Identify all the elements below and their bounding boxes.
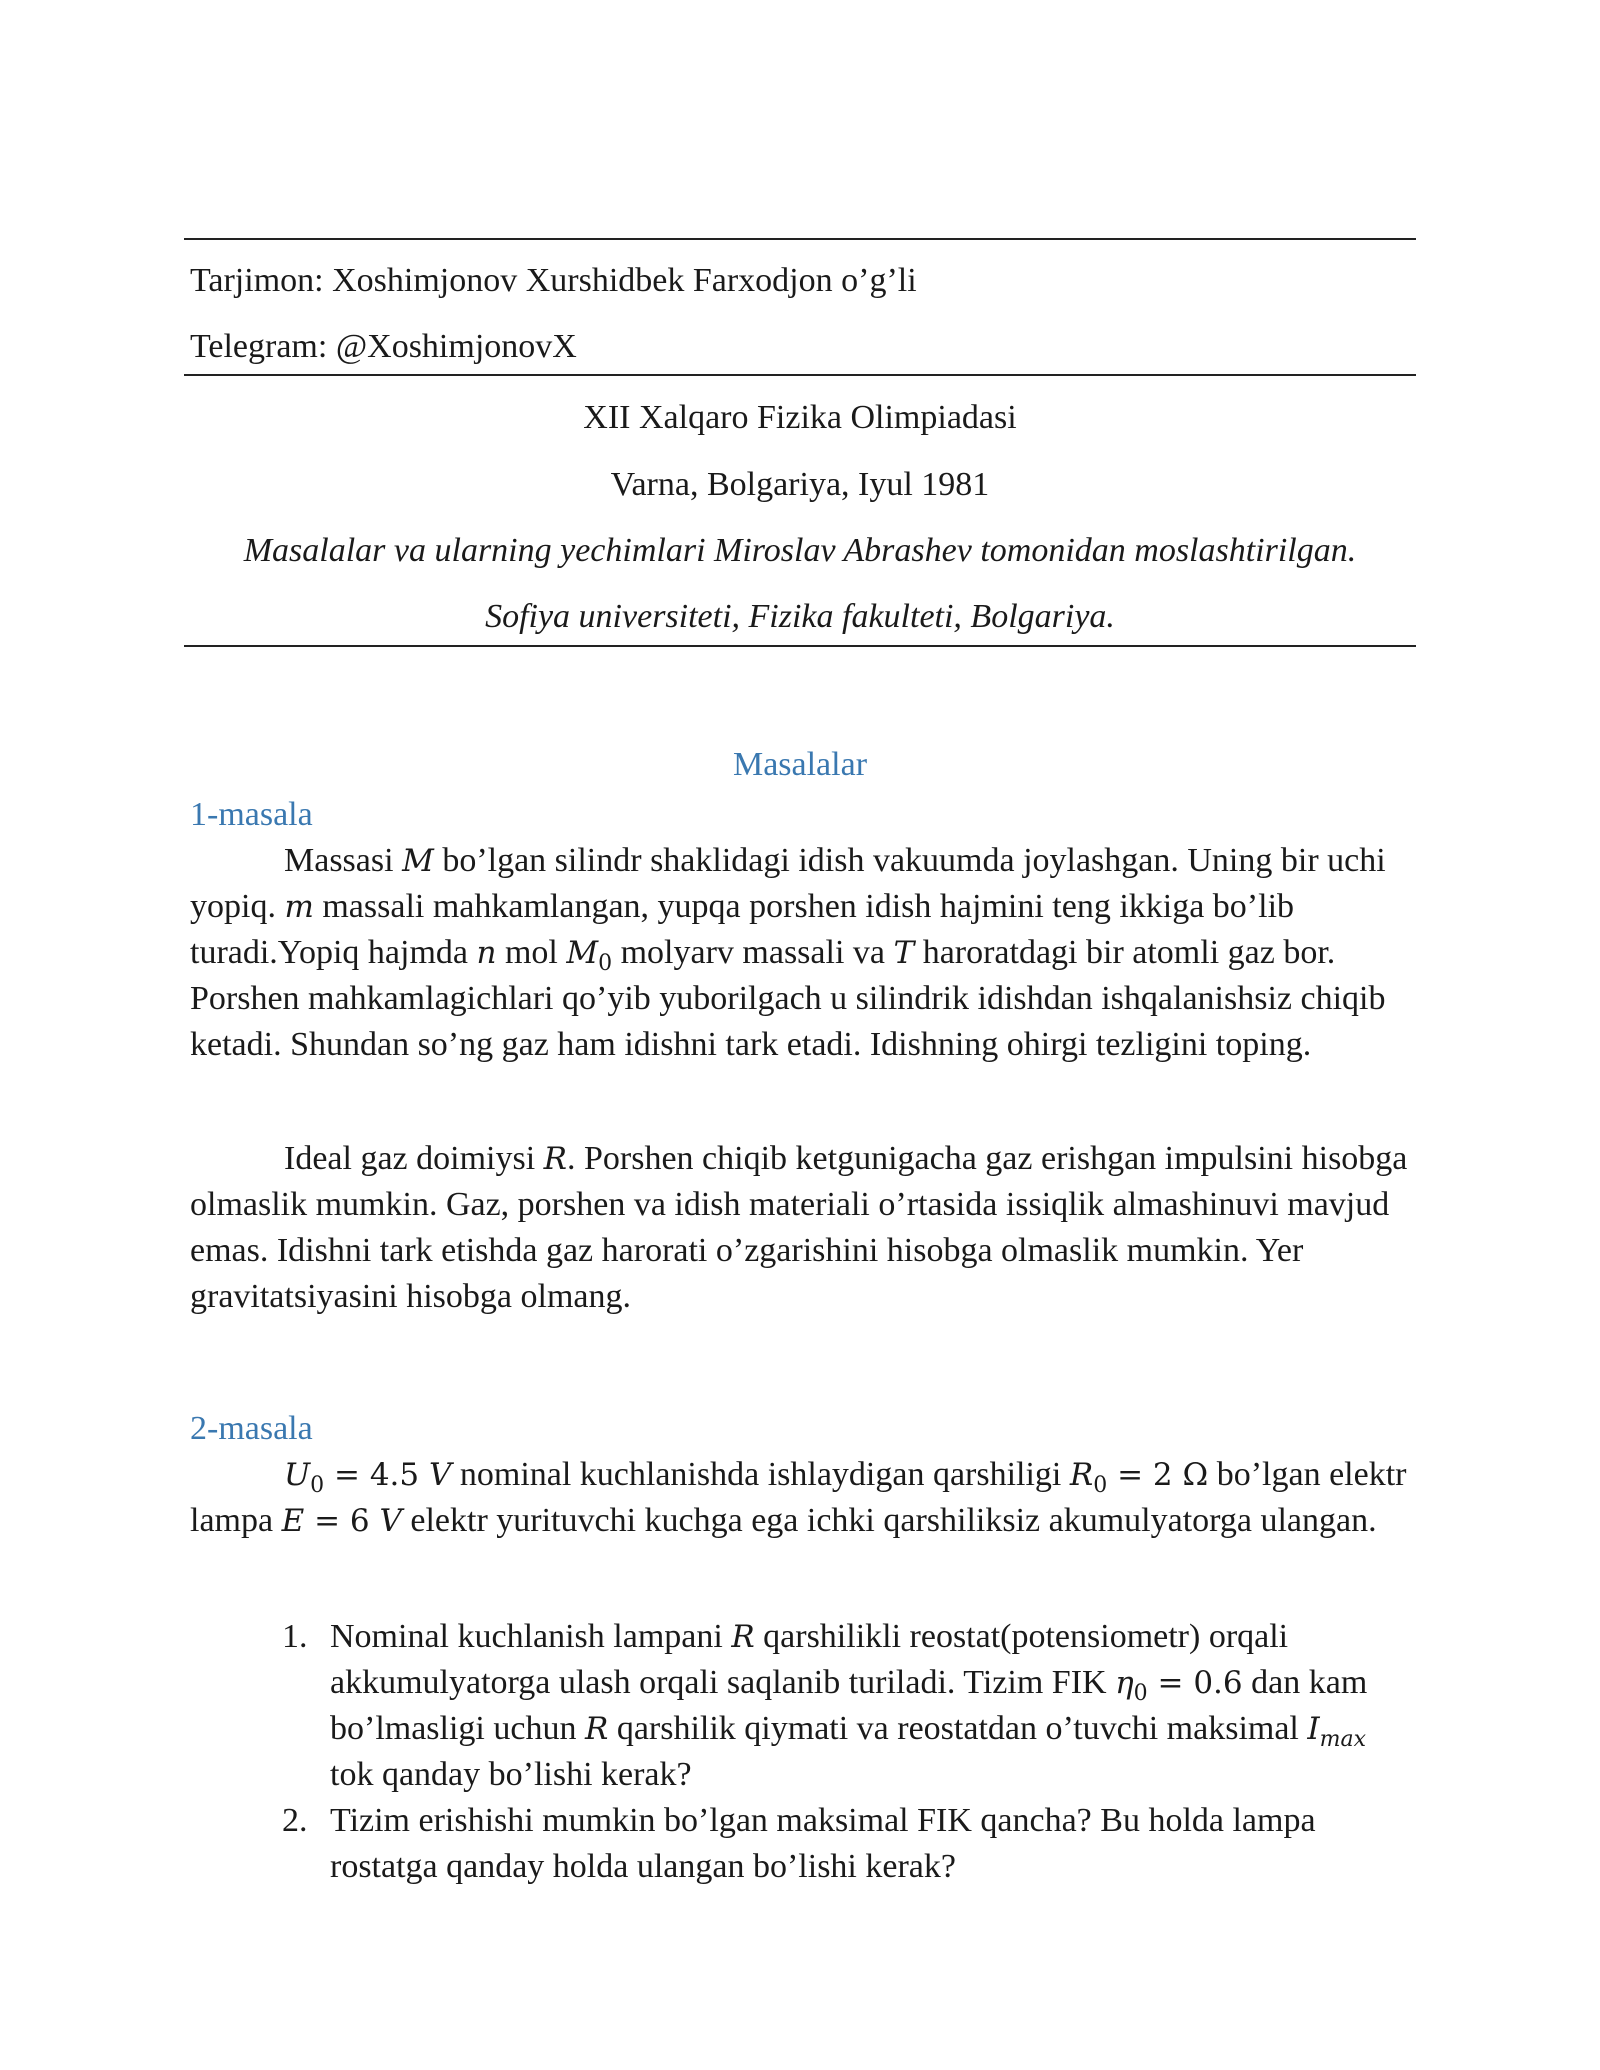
problem1-paragraph1: Massasi M bo’lgan silindr shaklidagi idish vakuumda joylashgan. Uning bir uchi yopiq. m massali mahkamlangan, yupqa porshen idish hajmini teng ikkiga bo’lib turadi.Yopiq hajmda n mol $M_0$ molyarv massali va T haroratdagi bir atomli gaz bor. Porshen mahkamlagichlari qo’yib yuborilgach u silindrik idishdan ishqalanishsiz chiqib ketadi. Shundan so’ng gaz ham idishni tark etadi. Idishning ohirgi tezligini toping. bbox=[190, 842, 1386, 1063]
var-Imax: $I_{max}$ bbox=[1307, 1711, 1367, 1752]
problem1-heading: 1-masala bbox=[190, 796, 313, 833]
var-E: E bbox=[281, 1503, 305, 1539]
affiliation-line: Sofiya universiteti, Fizika fakulteti, Bolgariya. bbox=[485, 598, 1115, 635]
title-rule bbox=[184, 645, 1416, 647]
place-date: Varna, Bolgariya, Iyul 1981 bbox=[610, 466, 990, 503]
problem1-paragraph2: Ideal gaz doimiysi R. Porshen chiqib ketgunigacha gaz erishgan impulsini hisobga olmaslik mumkin. Gaz, porshen va idish materiali o’rtasida issiqlik almashinuvi mavjud emas. Idishni tark etishda gaz harorati o’zgarishini hisobga olmaslik mumkin. Yer gravitatsiyasini hisobga olmang. bbox=[190, 1140, 1408, 1315]
var-T: T bbox=[893, 935, 915, 971]
adapted-by-line: Masalalar va ularning yechimlari Miroslav Abrashev tomonidan moslashtirilgan. bbox=[243, 532, 1357, 569]
section-title: Masalalar bbox=[732, 746, 868, 783]
var-M0: $M_0$ bbox=[566, 935, 613, 976]
var-eta0: $\eta_0$ bbox=[1115, 1665, 1148, 1706]
top-rule bbox=[184, 238, 1416, 240]
telegram-line: Telegram: @XoshimjonovX bbox=[190, 328, 577, 365]
problem2-heading: 2-masala bbox=[190, 1410, 313, 1447]
olympiad-title: XII Xalqaro Fizika Olimpiadasi bbox=[583, 399, 1017, 436]
problem2-question-list bbox=[282, 1614, 1416, 1890]
problem2-intro: $U_0 = 4.5$ V nominal kuchlanishda ishlaydigan qarshiligi $R_0 = 2$ Ω bo’lgan elektr lampa E = 6 V elektr yurituvchi kuchga ega ichki qarshiliksiz akumulyatorga ulangan. bbox=[190, 1456, 1407, 1539]
var-n: n bbox=[476, 935, 497, 971]
var-U0: $U_0$ bbox=[284, 1457, 325, 1498]
var-R: R bbox=[543, 1141, 567, 1177]
var-m: m bbox=[284, 889, 314, 925]
header-rule bbox=[184, 374, 1416, 376]
list-item: 2. Tizim erishishi mumkin bo’lgan maksimal FIK qancha? Bu holda lampa rostatga qanday holda ulangan bo’lishi kerak? bbox=[282, 1802, 1316, 1885]
list-item: 1. Nominal kuchlanish lampani R qarshilikli reostat(potensiometr) orqali akkumulyatorga ulash orqali saqlanib turiladi. Tizim FIK $\eta_0 = 0.6$ dan kam bo’lmasligi uchun R qarshilik qiymati va reostatdan o’tuvchi maksimal $I_{max}$ tok qanday bo’lishi kerak? bbox=[282, 1618, 1368, 1793]
translator-line: Tarjimon: Xoshimjonov Xurshidbek Farxodjon o’g’li bbox=[190, 262, 917, 299]
var-M: M bbox=[402, 843, 434, 879]
var-R0: $R_0$ bbox=[1069, 1457, 1108, 1498]
